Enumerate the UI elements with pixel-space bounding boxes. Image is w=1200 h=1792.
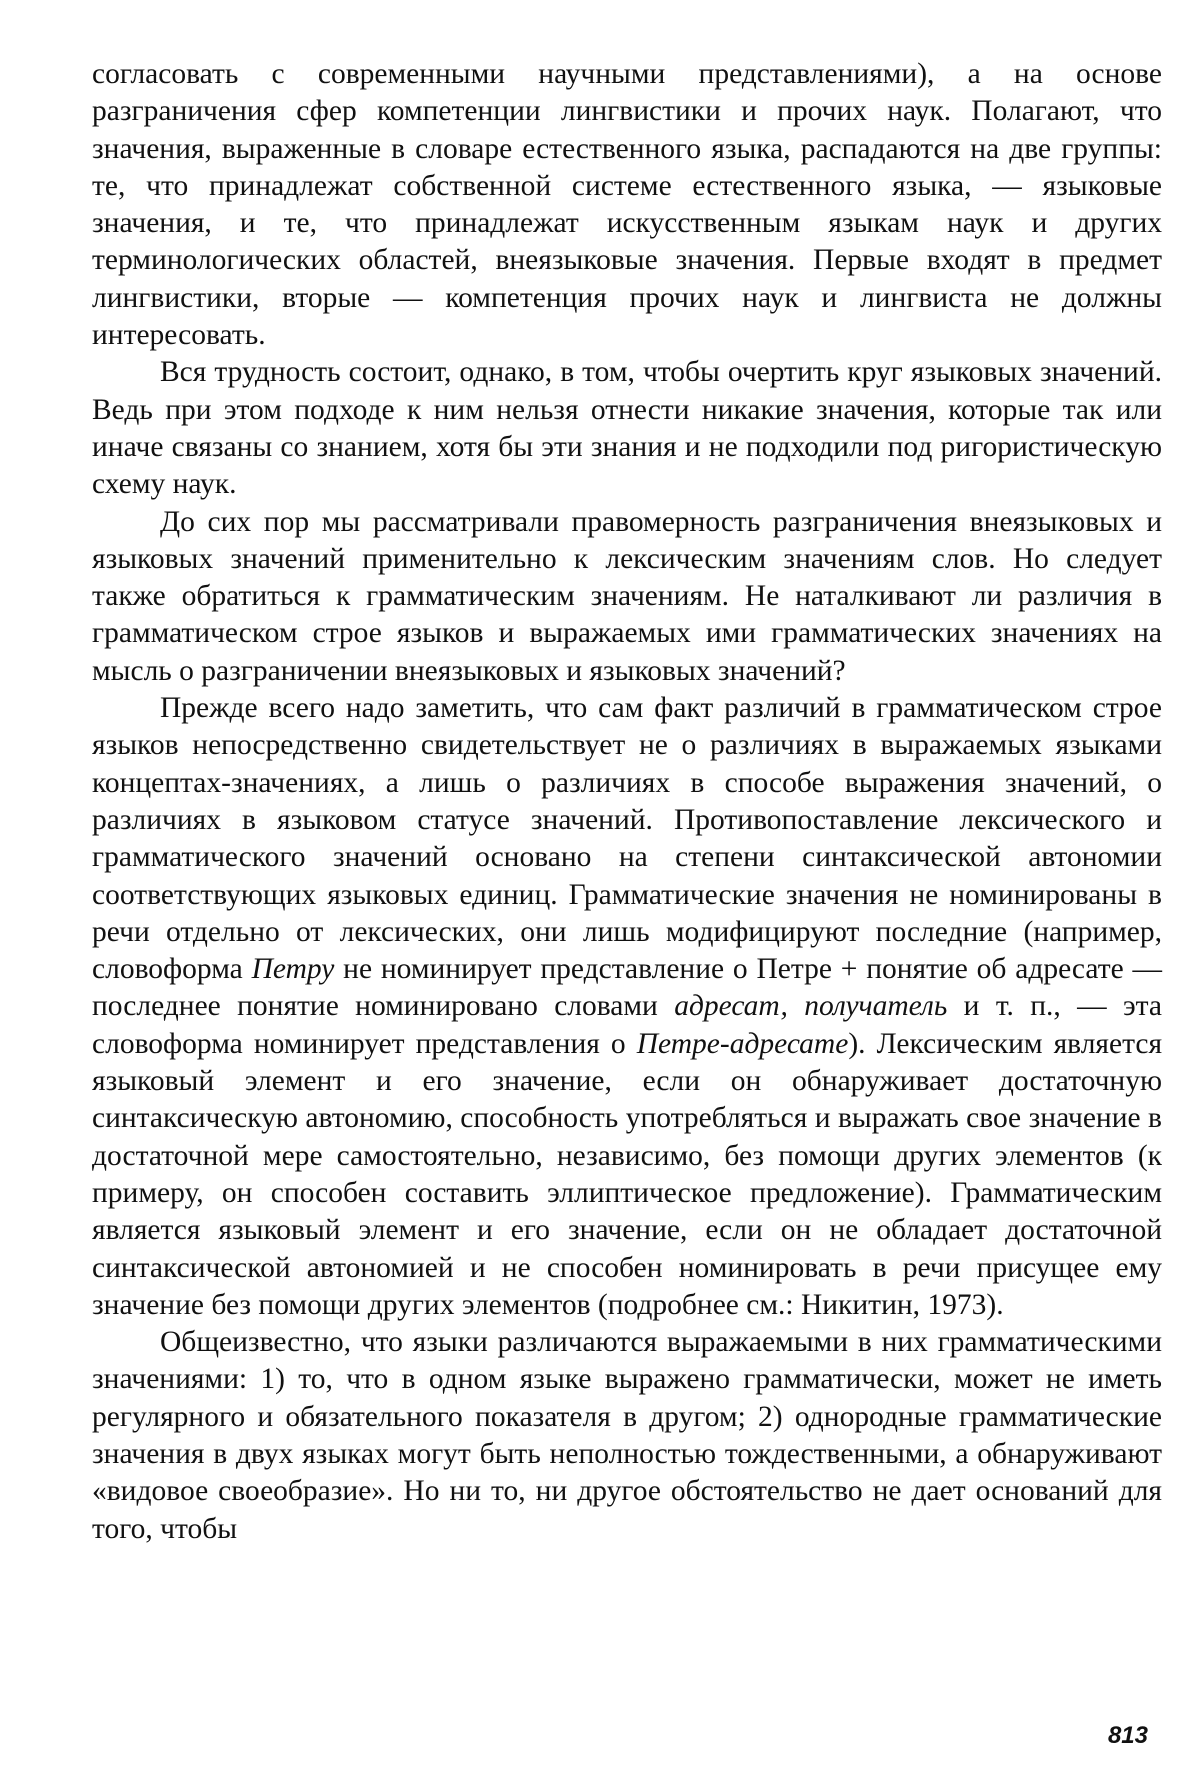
paragraph-4-text-a: Прежде всего надо заметить, что сам факт различий в грамматическом строе языков непосредственно свидетельствует не о различиях в выражаемых языками концептах-значениях, а лишь о различиях в способе выражения значений, о различиях в языковом статусе значений. Противопоставление лексического и грамматического значений основано на степени синтаксической автономии соответствующих языковых единиц. Грамматические значения не номинированы в речи отдельно от лексических, они лишь модифицируют последние (например, словоформа [92,692,1162,986]
paragraph-4 [92,690,1162,1324]
paragraph-3-text: До сих пор мы рассматривали правомерность разграничения внеязыковых и языковых значений применительно к лексическим значениям слов. Но следует также обратиться к грамматическим значениям. Не наталкивают ли различия в грамматическом строе языков и выражаемых ими грамматических значениях на мысль о разграничении внеязыковых и языковых значений? [92,505,1162,687]
paragraph-5-text: Общеизвестно, что языки различаются выражаемыми в них грамматическими значениями: 1) то, что в одном языке выражено грамматически, может не иметь регулярного и обязательного показателя в другом; 2) однородные грамматические значения в двух языках могут быть неполностью тождественными, а обнаруживают «видовое своеобразие». Но ни то, ни другое обстоятельство не дает оснований для того, чтобы [92,1326,1162,1545]
paragraph-4-text-d: ). Лексическим является языковый элемент и его значение, если он обнаруживает достаточную синтаксическую автономию, способность употребляться и выражать свое значение в достаточной мере самостоятельно, независимо, без помощи других элементов (к примеру, он способен составить эллиптическое предложение). Грамматическим является языковый элемент и его значение, если он не обладает достаточной синтаксической автономией и не способен номинировать в речи присущее ему значение без помощи других элементов (подробнее см.: Никитин, 1973). [92,1027,1163,1321]
example-word-petru: Петру [251,953,335,986]
example-words-adresat: адресат, получатель [674,990,948,1023]
paragraph-4-text-b: не номинирует представление о Петре + понятие об адресате — последнее понятие номинировано словами [92,953,1162,1023]
paragraph-2-text: Вся трудность состоит, однако, в том, чтобы очертить круг языковых значений. Ведь при этом подходе к ним нельзя отнести никакие значения, которые так или иначе связаны со знанием, хотя бы эти знания и не подходили под ригористическую схему наук. [92,356,1162,501]
page-body [92,56,1162,1548]
example-word-petre-adresate: Петре-адресате [636,1027,849,1060]
page-number: 813 [1107,1722,1148,1749]
paragraph-2 [92,354,1162,503]
paragraph-5 [92,1324,1162,1548]
paragraph-4-text-c: и т. п., — эта словоформа номинирует представления о [92,990,1162,1060]
paragraph-1-text: согласовать с современными научными представлениями), а на основе разграничения сфер компетенции лингвистики и прочих наук. Полагают, что значения, выраженные в словаре естественного языка, распадаются на две группы: те, что принадлежат собственной системе естественного языка, — языковые значения, и те, что принадлежат искусственным языкам наук и других терминологических областей, внеязыковые значения. Первые входят в предмет лингвистики, вторые — компетенция прочих наук и лингвиста не должны интересовать. [92,58,1162,352]
paragraph-3 [92,504,1162,690]
paragraph-1 [92,56,1162,354]
